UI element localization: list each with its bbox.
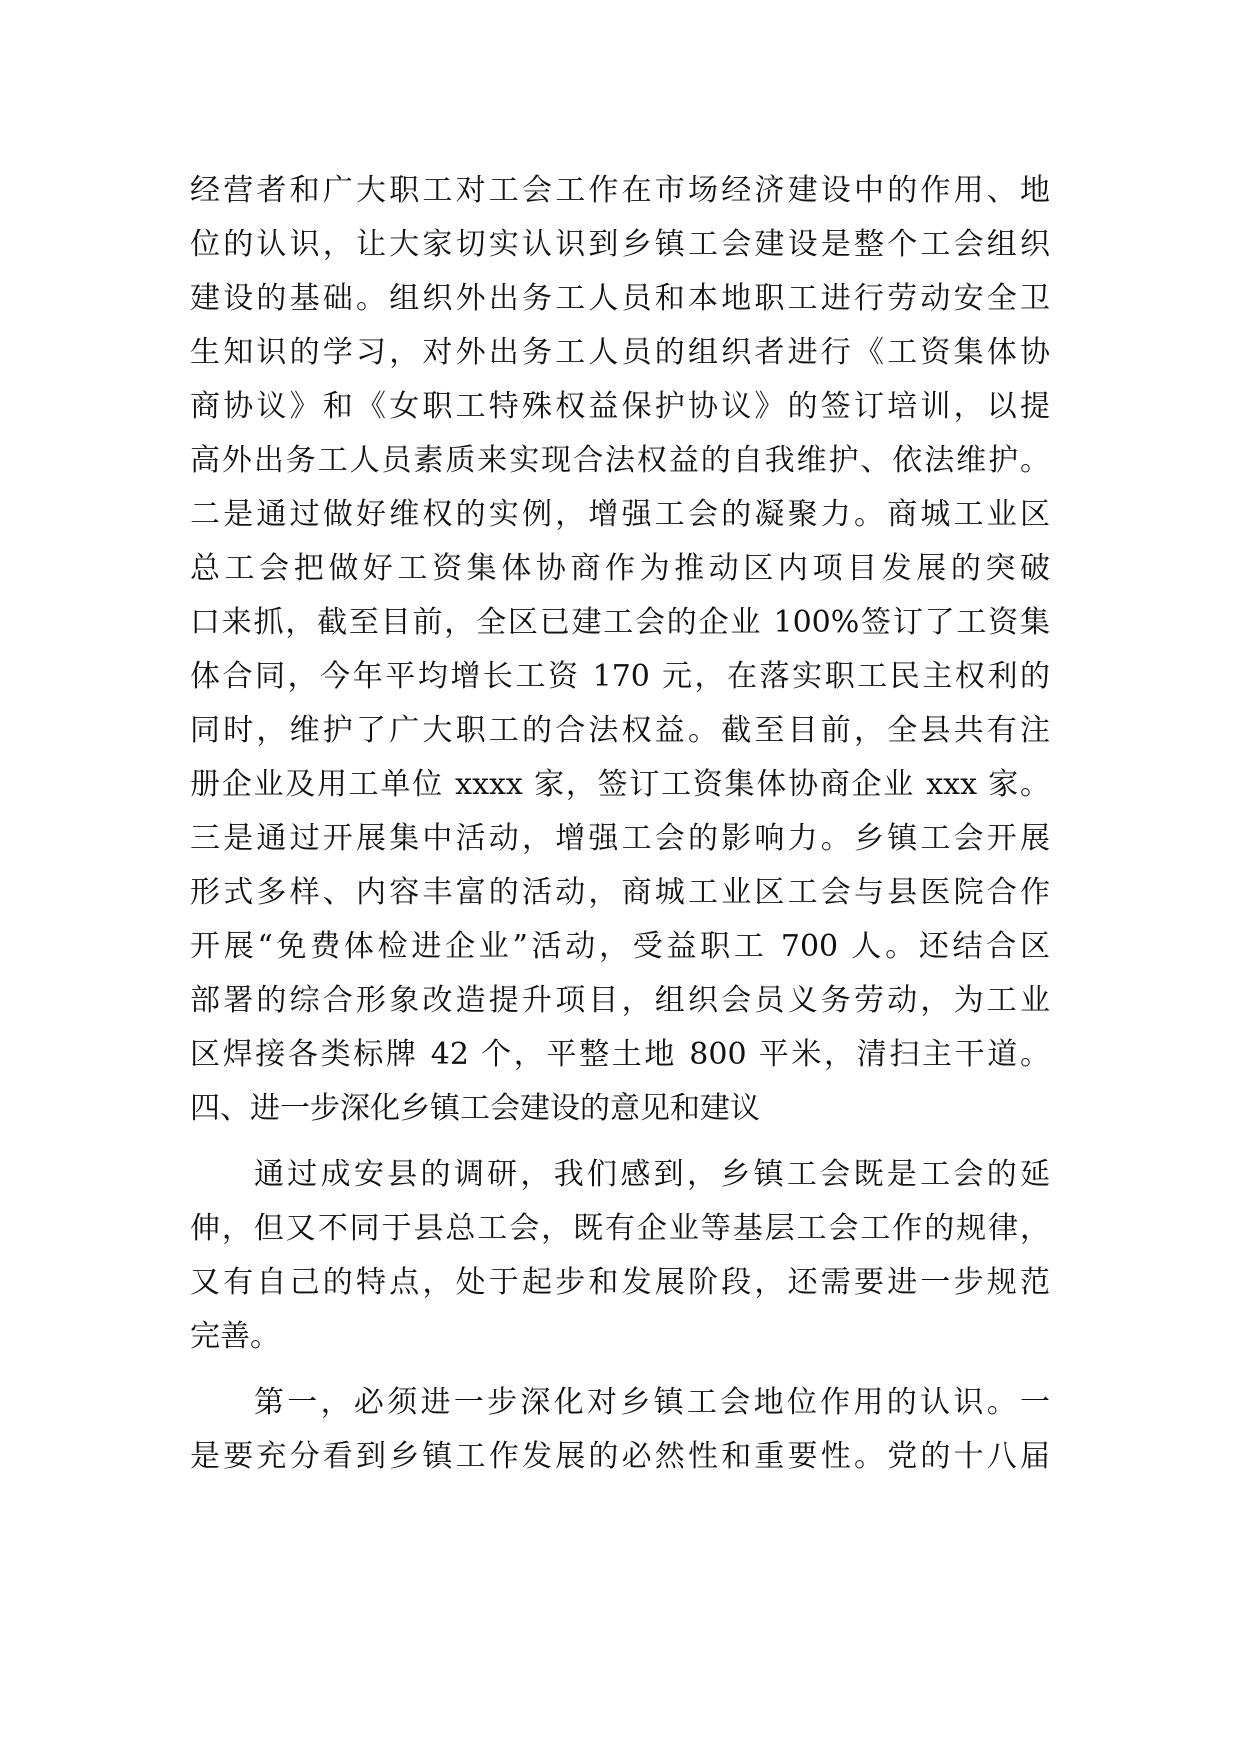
paragraph-gap <box>190 1136 1050 1148</box>
text-line: 册企业及用工单位 xxxx 家，签订工资集体协商企业 xxx 家。 <box>190 767 1050 802</box>
text-line: 建设的基础。组织外出务工人员和本地职工进行劳动安全卫 <box>190 281 1050 316</box>
text-line: 开展“免费体检进企业”活动，受益职工 700 人。还结合区 <box>190 929 1050 964</box>
text-line: 二是通过做好维权的实例，增强工会的凝聚力。商城工业区 <box>190 497 1050 532</box>
text-line: 口来抓，截至目前，全区已建工会的企业 100%签订了工资集 <box>190 605 1050 640</box>
text-line: 体合同，今年平均增长工资 170 元，在落实职工民主权利的 <box>190 659 1050 694</box>
paragraph-gap <box>190 1364 1050 1376</box>
text-line: 第一，必须进一步深化对乡镇工会地位作用的认识。一 <box>254 1385 1050 1420</box>
text-line: 总工会把做好工资集体协商作为推动区内项目发展的突破 <box>190 551 1050 586</box>
text-line: 是要充分看到乡镇工作发展的必然性和重要性。党的十八届 <box>190 1439 1050 1474</box>
text-line: 三是通过开展集中活动，增强工会的影响力。乡镇工会开展 <box>190 821 1050 856</box>
text-line: 区焊接各类标牌 42 个，平整土地 800 平米，清扫主干道。 <box>190 1037 1050 1072</box>
section-heading: 四、进一步深化乡镇工会建设的意见和建议 <box>190 1091 760 1126</box>
text-line: 又有自己的特点，处于起步和发展阶段，还需要进一步规范 <box>190 1265 1050 1300</box>
text-line: 生知识的学习，对外出务工人员的组织者进行《工资集体协 <box>190 335 1050 370</box>
text-line: 商协议》和《女职工特殊权益保护协议》的签订培训，以提 <box>190 389 1050 424</box>
text-line: 高外出务工人员素质来实现合法权益的自我维护、依法维护。 <box>190 443 1050 478</box>
document-body <box>190 164 1050 1484</box>
text-line: 位的认识，让大家切实认识到乡镇工会建设是整个工会组织 <box>190 227 1050 262</box>
text-line: 经营者和广大职工对工会工作在市场经济建设中的作用、地 <box>190 173 1050 208</box>
text-line: 部署的综合形象改造提升项目，组织会员义务劳动，为工业 <box>190 983 1050 1018</box>
text-line: 同时，维护了广大职工的合法权益。截至目前，全县共有注 <box>190 713 1050 748</box>
text-line: 形式多样、内容丰富的活动，商城工业区工会与县医院合作 <box>190 875 1050 910</box>
text-line: 通过成安县的调研，我们感到，乡镇工会既是工会的延 <box>254 1157 1050 1192</box>
text-line: 伸，但又不同于县总工会，既有企业等基层工会工作的规律， <box>190 1211 1050 1246</box>
text-line: 完善。 <box>190 1319 280 1354</box>
